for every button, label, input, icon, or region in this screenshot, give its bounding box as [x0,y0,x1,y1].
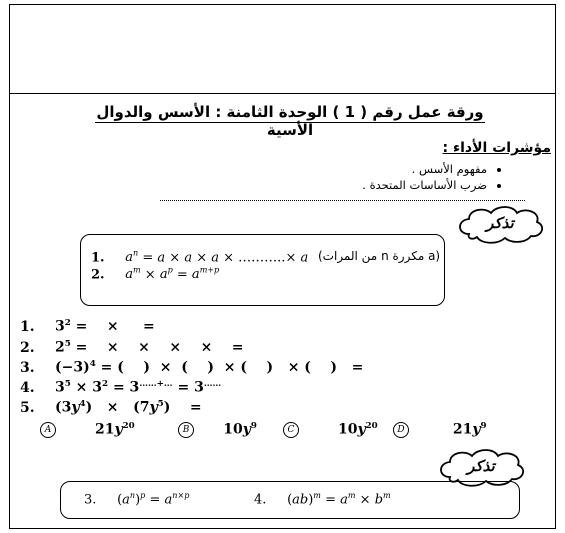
exercise-3: 3. $(-3)^4$ = ( ) × ( ) × ( ) × ( ) = [20,359,364,376]
rule-4: 4. $(ab)^m = a^m \times b^m$ [254,491,391,508]
exercise-5: 5. $(3y^4) \times (7y^5)$ = [20,399,202,416]
exercise-5-num: 5. [20,399,35,416]
option-d[interactable]: D $21y^9$ [393,421,487,438]
rule-4-num: 4. [254,492,267,508]
dotted-separator [160,200,525,201]
rule-1-note: (a مكررة n من المرات) [318,249,441,263]
rule-1: 1. $a^n = a \times a \times a$ × ………..× a [91,249,309,266]
option-a-circle: A [40,422,56,438]
exercise-2: 2. $2^5$ = × × × × = [20,339,244,356]
option-d-circle: D [393,422,409,438]
option-a[interactable]: A $21y^{20}$ [40,421,135,438]
indicator-item: • مفهوم الأسس . [362,162,487,176]
option-c-circle: C [283,422,299,438]
remember-label-2: تذكر [467,457,495,475]
exercise-1: 1. $3^2$ = × = [20,318,155,335]
indicators-heading: مؤشرات الأداء : [442,140,551,156]
exercise-4: 4. $3^5 \times 3^2 = 3^{\dots\dots+\dots} = 3^{\dots\dots}$ [20,379,222,396]
remember-cloud [455,204,545,246]
rule-3-num: 3. [84,492,97,508]
remember-label: تذكر [486,214,514,232]
rule-1-num: 1. [91,250,105,266]
worksheet-title: ورقة عمل رقم ( 1 ) الوحدة الثامنة : الأسس والدوال الأسية [96,103,484,139]
exercise-1-num: 1. [20,318,35,335]
exercise-3-num: 3. [20,359,35,376]
rule-3: 3. $(a^n)^p = a^{n\times p}$ [84,491,190,508]
indicator-item: • ضرب الأساسات المتحدة . [362,178,487,192]
rule-2-num: 2. [91,267,105,283]
indicators-list [362,160,503,194]
exercise-2-num: 2. [20,339,35,356]
header-box [9,4,556,94]
option-b-circle: B [178,422,194,438]
option-c[interactable]: C $10y^{20}$ [283,421,378,438]
exercise-4-num: 4. [20,379,35,396]
rule-2: 2. $a^m \times a^p = a^{m+p}$ [91,266,220,283]
option-b[interactable]: B $10y^9$ [178,421,257,438]
title-underline [95,122,485,123]
